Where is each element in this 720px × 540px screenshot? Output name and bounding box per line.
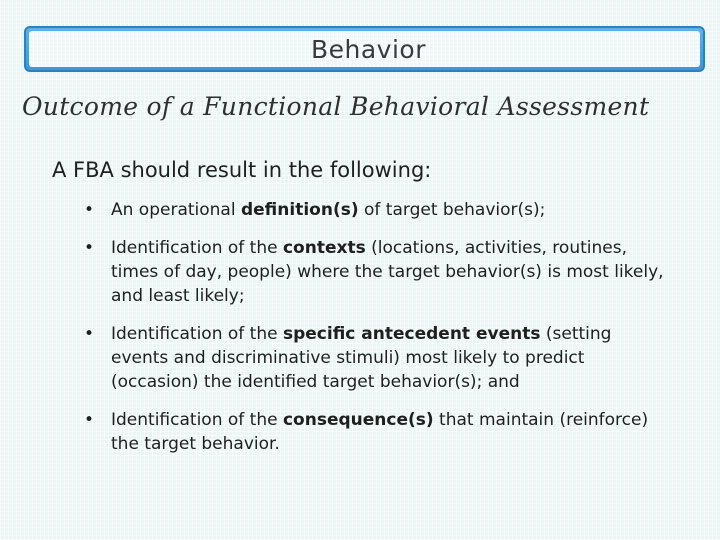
bullet-emphasis: definition(s): [240, 200, 359, 220]
bullet-text: (locations, activities, routines, times of day, people) where the target behavior(s) is most likely, and least likely;: [111, 238, 664, 306]
bullet-icon: •: [84, 238, 95, 258]
bullet-text: (setting events and discriminative stimuli) most likely to predict (occasion) the identified target behavior(s); and: [111, 324, 612, 392]
bullet-list: [84, 198, 664, 470]
title-banner-inner: [29, 31, 700, 67]
slide-heading: Outcome of a Functional Behavioral Assessment: [22, 92, 650, 121]
bullet-text: of target behavior(s);: [358, 200, 546, 220]
bullet-text: An operational: [111, 200, 241, 220]
bullet-text: Identification of the: [111, 324, 283, 344]
bullet-item: [84, 408, 664, 456]
bullet-icon: •: [84, 324, 95, 344]
bullet-emphasis: specific antecedent events: [282, 324, 541, 344]
bullet-item: [84, 236, 664, 308]
intro-text: A FBA should result in the following:: [52, 158, 432, 182]
bullet-icon: •: [84, 410, 95, 430]
bullet-item: [84, 198, 664, 222]
bullet-text: Identification of the: [111, 238, 283, 258]
bullet-text: that maintain (reinforce) the target behavior.: [111, 410, 649, 454]
bullet-text: Identification of the: [111, 410, 283, 430]
bullet-icon: •: [84, 200, 95, 220]
bullet-item: [84, 322, 664, 394]
title-banner: [24, 26, 705, 72]
bullet-emphasis: contexts: [282, 238, 366, 258]
slide-title: Behavior: [310, 34, 426, 64]
bullet-emphasis: consequence(s): [282, 410, 434, 430]
